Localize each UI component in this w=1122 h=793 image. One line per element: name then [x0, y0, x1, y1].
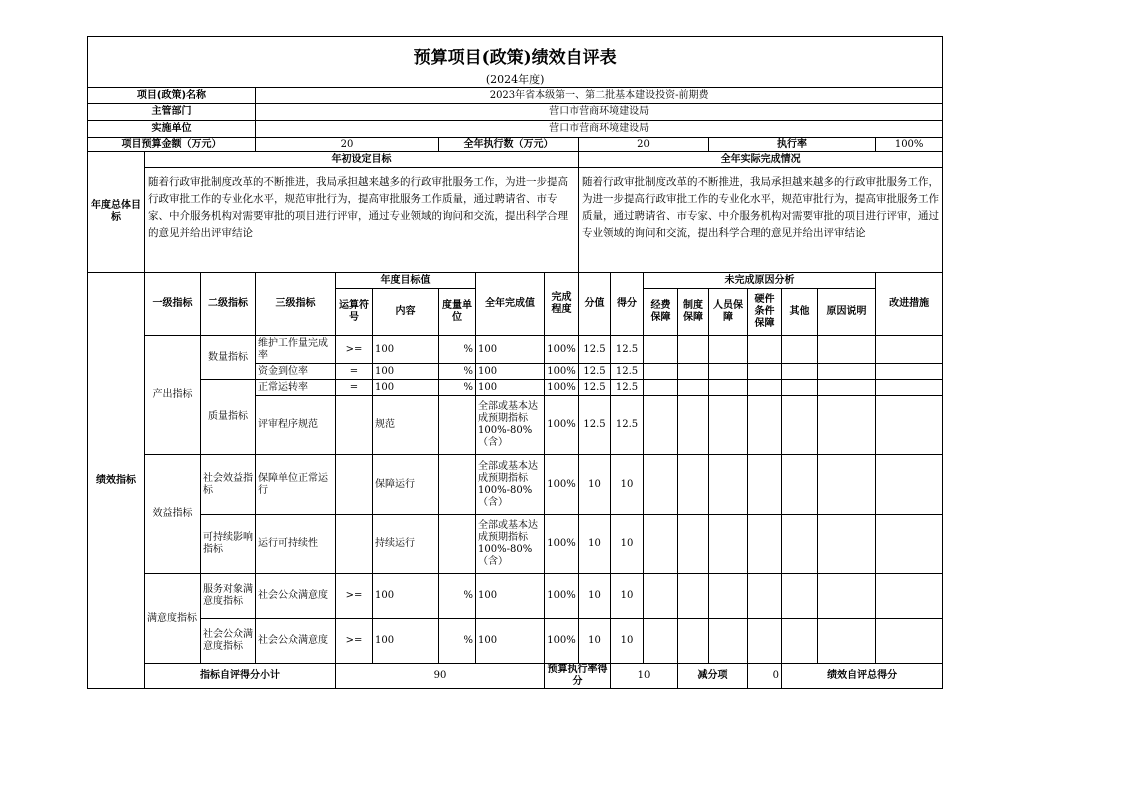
header-op: 运算符号 — [336, 289, 373, 336]
indicator-actual: 全部或基本达成预期指标100%-80%（含） — [476, 455, 545, 515]
indicator-unit: % — [439, 336, 476, 364]
impl-label: 实施单位 — [88, 121, 256, 138]
indicator-actual: 全部或基本达成预期指标100%-80%（含） — [476, 396, 545, 455]
indicator-actual: 100 — [476, 619, 545, 664]
indicator-content: 100 — [373, 380, 439, 396]
indicator-degree: 100% — [545, 380, 579, 396]
impl-value: 营口市营商环境建设局 — [256, 121, 943, 138]
deduct-value: 0 — [748, 664, 782, 689]
project-name-label: 项目(政策)名称 — [88, 88, 256, 104]
indicator-content: 100 — [373, 619, 439, 664]
group-output: 产出指标 — [145, 336, 201, 455]
indicator-score: 10 — [611, 515, 644, 574]
header-level2: 二级指标 — [201, 273, 256, 336]
indicator-unit: % — [439, 364, 476, 380]
indicator-actual: 100 — [476, 336, 545, 364]
indicator-name: 社会公众满意度 — [256, 574, 336, 619]
deduct-label: 减分项 — [678, 664, 748, 689]
dept-label: 主管部门 — [88, 104, 256, 121]
header-hardware: 硬件条件保障 — [748, 289, 782, 336]
indicator-name: 运行可持续性 — [256, 515, 336, 574]
indicator-content: 100 — [373, 574, 439, 619]
dept-value: 营口市营商环境建设局 — [256, 104, 943, 121]
indicator-degree: 100% — [545, 396, 579, 455]
indicator-degree: 100% — [545, 336, 579, 364]
header-level3: 三级指标 — [256, 273, 336, 336]
indicator-score: 12.5 — [611, 364, 644, 380]
indicator-content: 保障运行 — [373, 455, 439, 515]
header-personnel: 人员保障 — [709, 289, 748, 336]
indicator-actual: 100 — [476, 364, 545, 380]
header-funding: 经费保障 — [644, 289, 678, 336]
subtotal-value: 90 — [336, 664, 545, 689]
indicator-value: 12.5 — [579, 380, 611, 396]
indicator-unit: % — [439, 619, 476, 664]
page-title: 预算项目(政策)绩效自评表 — [88, 37, 943, 74]
indicator-op: >= — [336, 336, 373, 364]
indicator-op: >= — [336, 574, 373, 619]
rate-label: 执行率 — [709, 138, 876, 152]
indicator-actual: 100 — [476, 574, 545, 619]
exec-label: 全年执行数（万元） — [439, 138, 579, 152]
indicator-name: 维护工作量完成率 — [256, 336, 336, 364]
indicator-actual: 100 — [476, 380, 545, 396]
header-other: 其他 — [782, 289, 818, 336]
indicator-value: 10 — [579, 574, 611, 619]
indicator-score: 10 — [611, 455, 644, 515]
indicator-value: 10 — [579, 455, 611, 515]
indicator-degree: 100% — [545, 364, 579, 380]
indicator-op: = — [336, 364, 373, 380]
rate-value: 100% — [876, 138, 943, 152]
indicator-name: 评审程序规范 — [256, 396, 336, 455]
indicator-name: 资金到位率 — [256, 364, 336, 380]
header-improve: 改进措施 — [876, 273, 943, 336]
budget-score-value: 10 — [611, 664, 678, 689]
header-annual-target: 年度目标值 — [336, 273, 476, 289]
group-quantity: 数量指标 — [201, 336, 256, 380]
indicator-unit — [439, 455, 476, 515]
indicator-actual: 全部或基本达成预期指标100%-80%（含） — [476, 515, 545, 574]
indicator-degree: 100% — [545, 515, 579, 574]
project-name-value: 2023年省本级第一、第二批基本建设投资-前期费 — [256, 88, 943, 104]
header-score: 得分 — [611, 273, 644, 336]
header-system: 制度保障 — [678, 289, 709, 336]
indicator-name: 社会公众满意度 — [256, 619, 336, 664]
indicator-score: 10 — [611, 619, 644, 664]
indicator-op — [336, 455, 373, 515]
self-evaluation-table — [87, 36, 943, 689]
budget-label: 项目预算金额（万元） — [88, 138, 256, 152]
header-full-year: 全年完成值 — [476, 273, 545, 336]
indicator-op — [336, 515, 373, 574]
actual-goal-text: 随着行政审批制度改革的不断推进，我局承担越来越多的行政审批服务工作，为进一步提高行政审批工作的专业化水平，规范审批行为，提高审批服务工作质量，通过聘请省、市专家、中介服务机构对需要审批的项目进行评审，通过专业领域的询问和交流，提出科学合理的意见并给出评审结论 — [579, 168, 943, 273]
group-service-obj: 服务对象满意度指标 — [201, 574, 256, 619]
indicator-value: 12.5 — [579, 364, 611, 380]
indicator-content: 100 — [373, 364, 439, 380]
indicator-name: 保障单位正常运行 — [256, 455, 336, 515]
indicator-name: 正常运转率 — [256, 380, 336, 396]
exec-value: 20 — [579, 138, 709, 152]
annual-goal-label: 年度总体目标 — [88, 152, 145, 273]
indicator-unit — [439, 396, 476, 455]
indicator-score: 12.5 — [611, 396, 644, 455]
group-public: 社会公众满意度指标 — [201, 619, 256, 664]
indicator-value: 10 — [579, 515, 611, 574]
indicator-op — [336, 396, 373, 455]
budget-score-label: 预算执行率得分 — [545, 664, 611, 689]
total-label: 绩效自评总得分 — [782, 664, 943, 689]
indicator-value: 10 — [579, 619, 611, 664]
budget-value: 20 — [256, 138, 439, 152]
indicator-content: 持续运行 — [373, 515, 439, 574]
header-unit: 度量单位 — [439, 289, 476, 336]
header-reason: 原因说明 — [818, 289, 876, 336]
initial-goal-header: 年初设定目标 — [145, 152, 579, 168]
indicator-value: 12.5 — [579, 396, 611, 455]
group-social: 社会效益指标 — [201, 455, 256, 515]
header-content: 内容 — [373, 289, 439, 336]
indicator-score: 12.5 — [611, 380, 644, 396]
indicator-degree: 100% — [545, 574, 579, 619]
indicator-unit: % — [439, 574, 476, 619]
indicator-unit — [439, 515, 476, 574]
header-completion: 完成程度 — [545, 273, 579, 336]
group-benefit: 效益指标 — [145, 455, 201, 574]
group-satisfaction: 满意度指标 — [145, 574, 201, 664]
header-unfinished: 未完成原因分析 — [644, 273, 876, 289]
initial-goal-text: 随着行政审批制度改革的不断推进，我局承担越来越多的行政审批服务工作，为进一步提高行政审批工作的专业化水平，规范审批行为，提高审批服务工作质量，通过聘请省、市专家、中介服务机构对需要审批的项目进行评审，通过专业领域的询问和交流，提出科学合理的意见并给出评审结论 — [145, 168, 579, 273]
group-quality: 质量指标 — [201, 380, 256, 455]
indicator-op: >= — [336, 619, 373, 664]
subtotal-label: 指标自评得分小计 — [145, 664, 336, 689]
header-score-value: 分值 — [579, 273, 611, 336]
indicator-content: 100 — [373, 336, 439, 364]
indicator-op: = — [336, 380, 373, 396]
actual-goal-header: 全年实际完成情况 — [579, 152, 943, 168]
report-year: (2024年度) — [88, 73, 943, 88]
indicator-score: 10 — [611, 574, 644, 619]
indicator-degree: 100% — [545, 455, 579, 515]
indicator-score: 12.5 — [611, 336, 644, 364]
perf-indicator-label: 绩效指标 — [88, 273, 145, 689]
indicator-degree: 100% — [545, 619, 579, 664]
group-sustain: 可持续影响指标 — [201, 515, 256, 574]
indicator-value: 12.5 — [579, 336, 611, 364]
indicator-content: 规范 — [373, 396, 439, 455]
indicator-unit: % — [439, 380, 476, 396]
header-level1: 一级指标 — [145, 273, 201, 336]
